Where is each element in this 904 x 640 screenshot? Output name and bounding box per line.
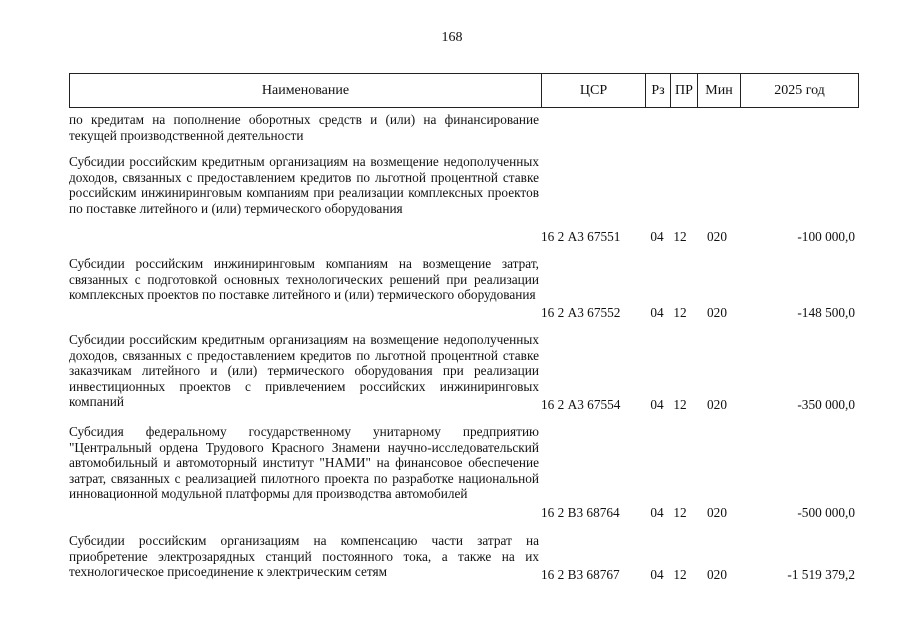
row-amount: -1 519 379,2 (787, 566, 855, 582)
table-row (69, 256, 859, 320)
row-amount: -100 000,0 (797, 228, 855, 244)
table-row (69, 112, 859, 148)
row-min: 020 (707, 566, 727, 582)
table-row (69, 332, 859, 412)
table-row (69, 533, 859, 582)
row-rz: 04 (650, 228, 664, 244)
row-name: Субсидии российским организациям на компенсацию части затрат на приобретение электрозарядных станций постоянного тока, а также на их технологическое присоединение к электрическим сетям (69, 533, 539, 579)
row-rz: 04 (650, 566, 664, 582)
table-row (69, 424, 859, 520)
row-rz: 04 (650, 504, 664, 520)
header-name: Наименование (261, 83, 350, 98)
row-pr: 12 (673, 396, 687, 412)
row-name: по кредитам на пополнение оборотных средств и (или) на финансирование текущей производственной деятельности (69, 112, 539, 143)
header-min: Мин (697, 74, 740, 107)
row-amount: -148 500,0 (797, 304, 855, 320)
row-name: Субсидии российским кредитным организациям на возмещение недополученных доходов, связанных с предоставлением кредитов по льготной процентной ставке российским инжиниринговым компаниям при реализации комплексных проектов по поставке литейного и (или) термического оборудования (69, 154, 539, 216)
row-name: Субсидии российским инжиниринговым компаниям на возмещение затрат, связанных с подготовкой основных технологических решений при реализации комплексных проектов по поставке литейного и (или) термического оборудования (69, 256, 539, 302)
row-pr: 12 (673, 504, 687, 520)
row-amount: -350 000,0 (797, 396, 855, 412)
header-pr: ПР (670, 74, 697, 107)
row-min: 020 (707, 396, 727, 412)
page-number: 168 (441, 30, 463, 45)
row-csr: 16 2 В3 68767 (541, 566, 620, 582)
row-rz: 04 (650, 304, 664, 320)
row-pr: 12 (673, 304, 687, 320)
table-header (69, 73, 859, 108)
row-min: 020 (707, 304, 727, 320)
row-csr: 16 2 А3 67552 (541, 304, 621, 320)
header-rz: Рз (645, 74, 670, 107)
row-csr: 16 2 В3 68764 (541, 504, 620, 520)
table-row (69, 154, 859, 244)
row-name: Субсидия федеральному государственному унитарному предприятию "Центральный ордена Трудового Красного Знамени научно-исследовательский автомобильный и автомоторный институт "НАМИ" на финансовое обеспечение затрат, связанных с реализацией пилотного проекта по разработке национальной инновационной модульной платформы для производства автомобилей (69, 424, 539, 501)
row-csr: 16 2 А3 67551 (541, 228, 621, 244)
row-pr: 12 (673, 566, 687, 582)
row-min: 020 (707, 228, 727, 244)
header-csr: ЦСР (541, 74, 645, 107)
row-name: Субсидии российским кредитным организациям на возмещение недополученных доходов, связанных с предоставлением кредитов по льготной процентной ставке заказчикам литейного и (или) термического оборудования при реализации инвестиционных проектов с привлечением российских инжиниринговых компаний (69, 332, 539, 409)
header-year: 2025 год (740, 74, 858, 107)
budget-table (69, 73, 859, 582)
row-csr: 16 2 А3 67554 (541, 396, 621, 412)
row-min: 020 (707, 504, 727, 520)
row-rz: 04 (650, 396, 664, 412)
row-amount: -500 000,0 (797, 504, 855, 520)
row-pr: 12 (673, 228, 687, 244)
